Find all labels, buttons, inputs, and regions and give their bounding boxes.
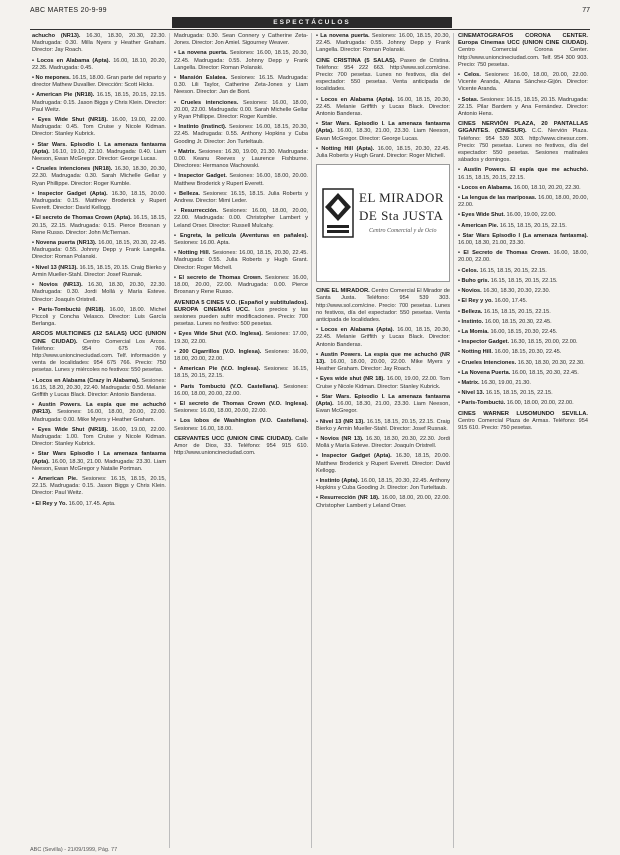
film-title: • Eyes Wide Shut (NR18). [32,117,108,124]
listings-column-1 [32,33,166,853]
film-title: • La novena puerta. [174,50,228,57]
listing-details: 16.30, 18.15, 20.00, 22.00. [510,339,578,346]
film-listing [174,250,308,272]
listing-details: Sesiones: 16.00, 18.15, 20.30, 22.45. Madrugada: 0.55. Johnny Depp y Frank Langella. Director: Roman Polanski. [174,50,308,71]
listings-column-4 [458,33,588,853]
listing-details: Sesiones: 16.15, 18.15, 20.15, 22.15. Madrugada: 0.15. Jason Biggs y Chris Klein. Director: Paul Weitz. [32,475,166,497]
listing-details: Sesiones: 16.00, 18.00, 20.00, 22.00. [174,408,267,415]
listing-details: 16.30, 18.15, 20.00. Matthew Broderick y Rupert Everett. Director: David Kellogg. [316,453,450,474]
film-listing [32,166,166,188]
film-listing [32,75,166,89]
listing-details: 16.00, 18.15, 20.30, 22.45. Melanie Griffith y Lucas Black. Director: Antonio Banderas. [316,96,450,118]
film-title: • Novena puerta (NR13). [32,240,97,247]
film-listing [316,121,450,143]
film-listing [316,495,450,509]
film-title: • Belleza. [174,190,200,197]
listing-details: Sesiones: 16.00. Apta. [174,240,230,247]
listing-details: 16.00, 18.10, 20.20, 22.30. [513,184,581,191]
film-title: • Star Wars. Episodio I. La amenaza fantasma (Apta). [316,121,450,135]
film-listing [316,352,450,374]
listing-details: 16.00, 17.45. Apta. [68,500,116,507]
listing-details: 16.30, 18.30, 20.30, 22.30. Jordi Mollá y María Esteve. Director: Joaquín Oristrell. [316,435,450,450]
listing-details: 16.00, 19.00, 22.00. Madrugada: 0.45. Tom Cruise y Nicole Kidman. Director: Stanley Kubrick. [32,117,166,138]
film-title: • Novios (NR13). [32,282,83,289]
listing-details: Sesiones: 16.00, 18.00, 20.00. Matthew Broderick y Rupert Everett. [174,173,308,187]
listing-details: 16.00, 17.45. [494,298,528,305]
listing-details: Sesiones: 16.00, 18.00, 20.00, 22.00. Madrugada: 0.00. Pierce Brosnan y Rene Russo. [174,274,308,296]
film-title: • Resurrección. [174,208,218,215]
listing-details: 16.15, 18.15, 20.15, 22.15. [479,267,547,274]
listing-details: 16.30, 19.00, 21.30. [481,379,531,386]
film-title: • Crueles intenciones (NR18). [32,166,113,173]
film-listing [174,208,308,230]
film-title: • Notting Hill. [458,349,493,356]
film-title: • Nivel 13 (NR 13). [316,418,365,425]
film-title: • París-Tombuctú. [458,400,506,407]
listing-details: 16.30, 18.30, 20.30, 22.30. Madrugada: 0.30. Sarah Michelle Gellar y Ryan Phillippe. Director: Roger Kumble. [32,166,166,187]
film-listing [458,309,588,316]
film-listing [32,378,166,400]
listing-details: 16.30, 18.30, 20.30, 22.30. Madrugada: 0.30. Milla Nyers y Heather Graham. Director: Jay Roach. [32,33,166,54]
listing-details: Sesiones: 17.00, 19.30, 22.00. [174,331,308,345]
listing-details: Los precios y las sesiones pueden sufrir modificaciones. Precio: 700 pesetas. Lunes no festivo: 500 pesetas. [174,306,308,328]
film-title: • Star Wars. Episodio I. La amenaza fantasma (Apta). [316,393,450,408]
cinema-section [174,300,308,329]
listings-column-2 [174,33,308,853]
listing-details: Sesiones: 16.00, 18.15, 20.30, 22.45. Madrugada: 0.55. Anthony Hopkins y Cuba Gooding Jr. Director: Jon Turteltaub. [174,124,308,145]
issue-date: ABC MARTES 20-9-99 [30,6,107,14]
film-listing [174,233,308,247]
film-title: • Star Wars Episodio I La amenaza fantasma (Apta). [32,451,166,465]
film-listing [458,349,588,356]
film-listing [32,501,166,508]
film-title: • Eyes wide shut (NR 18). [316,376,385,383]
film-title: • 200 Cigarrillos (V.O. Inglesa). [174,348,262,355]
film-title: • Austin Powers. La espía que me achuchó (NR13). [32,402,166,416]
listing-details: 16.00, 18.00, 20.00, 22.00. [506,400,574,407]
listing-details: 16.00, 18.00, 20.00, 22.00. [458,195,588,209]
film-listing [316,419,450,433]
listing-details: 16.00, 18.15, 20.30, 22.45. Anthony Hopkins y Cuba Gooding Jr. Director: Jon Turteltaub. [316,477,450,492]
film-listing [174,173,308,187]
advert-title-line-2: DE Sta JUSTA [359,208,444,224]
page-footer: ABC (Sevilla) - 21/09/1999, Pág. 77 [30,847,118,853]
listing-details: 16.15, 18.15, 20.15, 22.15. Madrugada: 0.15. Jason Biggs y Chris Klein. Director: Paul Weitz. [32,92,166,113]
cinema-name: CINE CRISTINA (5 SALAS). [316,57,397,64]
cinema-name: CINES WARNER LUSOMUNDO SEVILLA. [458,410,588,417]
film-title: • El Rey y Yo. [32,500,68,507]
film-listing [316,453,450,475]
film-listing [458,195,588,209]
film-title: • Crueles intenciones. [174,99,239,106]
listing-details: 16.00, 19.00, 22.00. Tom Cruise y Nicole Kidman. Director: Stanley Kubrick. [316,376,450,390]
listing-details: 16.00, 18.15, 20.30, 22.45. [490,328,558,335]
film-listing [316,33,450,55]
film-title: • Locos en Alabama (Apta). [316,327,395,334]
film-listing [458,278,588,285]
film-title: • Inspector Gadget. [458,339,510,346]
film-listing [458,319,588,326]
listing-details: 16.00, 18.10, 20.20, 22.35. Madrugada: 0.45. [32,57,166,71]
listing-details: 16.00, 18.15, 20.30, 22.45. [484,318,552,325]
listing-details: 16.00, 18.15, 20.30, 22.45. [511,369,579,376]
film-listing [458,390,588,397]
film-listing [458,167,588,181]
film-listing [174,384,308,398]
film-listing [32,476,166,498]
film-title: • Star Wars. Episodio I. La amenaza fantasma (Apta). [32,141,166,155]
film-title: • Matrix. [458,379,480,386]
film-title: • Notting Hill (Apta). [316,145,375,152]
page-number: 77 [582,6,590,14]
film-title: • El secreto de Thomas Crown (V.O. Inglesa). [174,400,308,407]
listing-details: 16.30, 18.30, 20.30, 22.30. [517,359,585,366]
listing-details: Sesiones: 16.00, 18.00. [174,425,233,432]
film-listing [174,401,308,415]
film-title: • Instinto. [458,318,484,325]
film-title: • American Pie (NR18). [32,92,95,99]
film-title: • Instinto (Instinct). [174,124,227,131]
cinema-section [316,58,450,94]
film-listing [32,307,166,329]
listing-details: 16.15, 18.00. Gran parte del reparto y director Mathew Duvallier. Dirección: Scott Hicks. [32,75,166,89]
film-listing [174,366,308,380]
film-title: • El Secreto de Thomas Crown. [458,250,550,257]
film-title: • Locos en Alabama (Crazy in Alabama). [32,377,140,384]
listing-details: Sesiones: 16.00, 18.00, 20.00, 22.00. Madrugada: 0.00. Mike Myers y Heather Graham. [32,409,166,423]
film-title: • Eyes Wide Shut (NR18). [32,426,108,433]
film-listing [458,233,588,247]
film-listing [458,329,588,336]
film-listing [458,298,588,305]
header-rule [30,29,590,30]
film-listing [458,339,588,346]
cinema-name: AVENIDA 5 CINES V.O. (Español y subtitulados). EUROPA CINEMAS UCC. [174,299,308,313]
advert-title-line-1: EL MIRADOR [359,190,445,206]
film-title: achucho (NR13). [32,33,81,39]
film-listing [32,427,166,449]
film-title: • Matrix. [174,148,197,155]
listing-details: 16.15, 18.15, 20.15, 22.15. [483,308,551,315]
film-listing [316,376,450,390]
film-listing [458,212,588,219]
film-title: • Locos en Alabama. [458,184,513,191]
listing-details: Sesiones: 16.15, 18.15, 20.15. Madrugada: 22.15. Pilar Bardem y Ana Fernández. Director: Antonio Hens. [458,96,588,118]
listing-details: Sesiones: 16.00, 18.00, 20.00, 22.00. Madrugada: 0.00. Sarah Michelle Gellar y Ryan Phillippe. Director: Roger Kumble. [174,99,308,121]
listing-details: 16.00, 18.30, 21.00, 23.30. [458,240,525,247]
listing-details: Sesiones: 16.00, 18.15, 20.30, 22.45. Madrugada: 0.55. Julia Roberts y Hugh Grant. Director: Roger Michell. [174,250,308,271]
film-title: • Inspector Gadget (Apta). [316,453,392,460]
cinema-section [32,331,166,374]
film-listing [32,240,166,262]
film-title: • El secreto de Thomas Crown (Apta). [32,215,132,222]
listing-details: 16.00, 18.30, 21.00. Madrugada: 23.30. Liam Neeson, Ewan McGregor y Natalie Portman. [32,458,166,472]
listing-details: Sesiones: 16.15, 18.20, 20.30, 22.40. Madrugada: 0.50. Melanie Griffith y Lucas Black. Director: Antonio Banderas. [32,377,166,398]
listing-details: Centro Comercial Corona Center. http://www.unioncineciudad.com. Telf. 954 300 903. Precio: 750 pesetas. [458,47,588,68]
film-title: • Eyes Wide Shut (V.O. Inglesa). [174,331,263,338]
film-listing [174,331,308,345]
film-listing [32,92,166,114]
listing-details: Calle Amor de Dios, 33. Teléfono: 954 915 610. http://www.unioncineciudad.com. [174,435,308,457]
film-listing [458,268,588,275]
film-title: • Nivel 13 (NR13). [32,264,78,271]
film-listing [458,288,588,295]
film-title: • La Momia. [458,328,489,335]
column-divider [169,33,170,848]
film-listing [316,394,450,416]
film-listing [32,282,166,304]
film-listing [316,327,450,349]
film-title: • Notting Hill. [174,250,211,257]
film-title: • Celos. [458,72,481,79]
listing-details: Sesiones: 16.00, 18.00, 20.00, 22.00. Vicente Aranda, Aitana Sánchez-Gijón. Director: Vicente Aranda. [458,72,588,93]
film-listing [32,402,166,424]
cinema-name: CINEMATÓGRAFOS CORONA CENTER. Europa Cinemas UCC (UNION CINE CIUDAD). [458,33,588,47]
cinema-section [458,411,588,433]
film-title: • Inspector Gadget. [174,173,227,180]
listing-details: 16.30, 18.30, 20.30, 22.30. [483,288,551,295]
listing-details: Centro Comercial Los Arcos. Teléfono: 954 675 766. http://www.unioncineciudad.com. Telf. información y venta de localidades: 954 675 766. Precio: 750 pesetas. Lunes y miércoles no festivos: 550 pesetas. [32,338,166,374]
cinema-section [458,33,588,69]
film-title: • Engreta, la película (Aventuras en pañales). [174,232,308,239]
listing-details: 16.00, 18.00, 20.00, 22.00. Mike Myers y Heather Graham. Director: Jay Roach. [316,359,450,373]
film-listing [174,349,308,363]
film-listing [32,191,166,213]
film-title: • Buho gris. [458,277,490,284]
film-listing [174,191,308,205]
film-listing [458,185,588,192]
film-listing [32,142,166,164]
film-title: • La Novena Puerta. [458,369,511,376]
cinema-section [458,121,588,164]
film-listing [32,265,166,279]
cinema-name: CINE EL MIRADOR. [316,288,370,295]
listings-column-3 [316,33,450,853]
film-listing [174,418,308,432]
listing-details: 16.00, 18.00. Michel Piccoli y Concha Velasco. Director: Luis García Berlanga. [32,306,166,328]
film-title: • París-Tombuctú (NR18). [32,306,105,313]
film-title: • El secreto de Thomas Crown. [174,274,263,281]
listing-details: 16.30, 18.30, 20.30, 22.30. Madrugada: 0.30. Jordi Mollá y María Esteve. Director: Joaquín Oristrell. [32,282,166,303]
listing-details: Centro Comercial Plaza de Armas. Teléfono: 954 915 610. Precio: 750 pesetas. [458,417,588,431]
cinema-name: ARCOS MULTICINES (12 SALAS) UCC (UNION CINE CIUDAD). [32,331,166,345]
listing-details: C.C. Nervión Plaza. Teléfono: 954 539 303. http://www.cinesur.com. Precio: 750 pesetas. Lunes no festivos, día del espectador: 550 pesetas. Sesiones matinales sábados y domingos. [458,128,588,164]
listing-details: 16.15, 18.15, 20.15, 22.15. [485,390,553,397]
listing-details: 16.15, 18.15, 20.15. Craig Bierko y Armin Mueller-Stahl. Director: Josef Rusnak. [32,264,166,278]
cinema-name: CERVANTES UCC (UNION CINE CIUDAD). [174,435,293,442]
listing-details: 16.10, 19.10, 22.10. Madrugada: 0.40. Liam Neeson, Ewan McGregor. Director: George Lucas. [32,148,166,163]
cinema-name: CINES NERVIÓN PLAZA, 20 PANTALLAS GIGANTES. (CINESUR). [458,121,588,135]
listing-details: 16.00, 18.15, 20.30, 22.45. Melanie Griffith y Lucas Black. Director: Antonio Banderas. [316,327,450,348]
film-listing [174,149,308,171]
film-title: • París Tombuctú (V.O. Castellana). [174,383,279,390]
listing-details: Sesiones: 16.00, 18.00, 20.00, 22.00. Madrugada: 0.00. Christopher Lambert y Leland Orser. Director: Russell Mulcahy. [174,208,308,229]
film-title: • Belleza. [458,308,483,315]
film-title: • La lengua de las mariposas. [458,195,537,202]
section-band: ESPECTÁCULOS [172,17,452,28]
listing-details: Sesiones: 16.00, 18.15, 20.30, 22.45. Madrugada: 0.55. Johnny Depp y Frank Langella. Director: Roman Polanski. [316,33,450,54]
film-listing [458,400,588,407]
column-divider [311,33,312,848]
film-listing [458,97,588,119]
film-listing [458,370,588,377]
listing-details: 16.00, 18.30, 21.00, 23.30. Liam Neeson, Ewan McGregor. Director: George Lucas. [316,128,450,142]
listing-details: Sesiones: 16.00, 18.00, 20.00, 22.00. [174,383,308,397]
listing-details: Sesiones: 16.15, 18.15, 20.15, 22.15. [174,366,308,380]
film-title: • Novios. [458,288,482,295]
film-listing [174,50,308,72]
film-listing [316,146,450,160]
film-title: • Locos en Alabama (Apta). [316,96,395,103]
film-title: • Mansión Eslatea. [174,75,228,82]
column-divider [453,33,454,848]
listing-details: 16.00, 19.00, 22.00. Madrugada: 1.00. Tom Cruise y Nicole Kidman. Director: Stanley Kubrick. [32,426,166,448]
film-title: • Crueles Intenciones. [458,359,517,366]
film-title: • Instinto (Apta). [316,477,360,484]
film-listing [174,33,308,47]
listing-details: 16.15, 18.15, 20.15, 22.15. [499,222,567,229]
film-listing [316,436,450,450]
film-listing [174,124,308,146]
page-header [30,4,590,16]
film-listing [458,223,588,230]
film-title: • Austin Powers. El espía que me achuchó. [458,167,588,174]
listing-details: Sesiones: 16.00, 18.00, 20.00, 22.00. [174,348,308,362]
film-title: • American Pie. [32,475,78,482]
film-listing [316,478,450,492]
listing-details: Sesiones: 16.30, 19.00, 21.30. Madrugada: 0.00. Keanu Reeves y Laurence Fishburne. Directores: Hermanos Wachowski. [174,148,308,170]
listing-details: Madrugada: 0.30. Sean Connery y Catherine Zeta-Jones. Director: Jon Amiel. Sigourney Weaver. [174,33,308,47]
listing-details: Paseo de Cristina. Teléfono: 954 222 663. http://www.sol.com/cine. Precio: 700 pesetas. Lunes no festivos, día del espectador: 550 pesetas. Venta anticipada de localidades. [316,57,450,93]
listing-details: 16.00, 18.15, 20.30, 22.45. [494,349,562,356]
listing-details: 16.15, 18.15, 20.15, 22.15. [490,277,558,284]
cinema-section [174,436,308,458]
el-mirador-logo [321,185,355,241]
listing-details: 16.15, 18.15, 20.15, 22.15. [458,174,525,181]
listing-details: Centro Comercial El Mirador de Santa Justa. Teléfono: 954 539 303. http://www.sol.com/cine. Precio: 700 pesetas. Lunes no festivos, día del espectador: 550 pesetas. Venta anticipada de localidades. [316,288,450,324]
film-listing [316,97,450,119]
film-title: • Locos en Alabama (Apta). [32,57,111,64]
listing-details: Sesiones: 16.15, 18.15. Julia Roberts y Andrew. Director: Mimi Leder. [174,190,308,205]
listing-details: 16.30, 18.15, 20.00. Madrugada: 0.15. Matthew Broderick y Rupert Everett. Director: David Kellogg. [32,190,166,212]
film-title: • Star Wars Episodio I (La amenaza fantasma). [458,232,588,239]
film-title: • Los lobos de Washington (V.O. Castellana). [174,418,308,425]
film-title: • Novios (NR 13). [316,435,364,442]
listing-details: 16.00, 18.00, 20.00, 22.00. [458,250,588,264]
film-listing [32,117,166,139]
listing-details: Sesiones: 16.15. Madrugada: 0.30. Lili Taylor, Catherine Zeta-Jones y Liam Neeson. Director: Jan de Bont. [174,75,308,96]
film-title: • Resurrección (NR 18). [316,495,380,502]
listing-details: 16.00, 18.30, 21.00, 23.30. Liam Neeson, Ewan McGregor. [316,401,450,415]
film-title: • Inspector Gadget (Apta). [32,190,108,197]
film-title: • American Pie. [458,222,499,229]
film-listing [32,215,166,237]
listing-details: 16.00, 19.00, 22.00. [506,212,557,219]
listing-details: 16.00, 18.15, 20.30, 22.45. Julia Roberts y Hugh Grant. Director: Roger Michell. [316,145,450,160]
listing-details: 16.00, 18.15, 20.30, 22.45. Madrugada: 0.55. Johnny Depp y Frank Langella. Director: Roman Polanski. [32,240,166,261]
film-title: • El Rey y yo. [458,298,493,305]
film-title: • Celos. [458,267,479,274]
film-listing [174,100,308,122]
film-listing [174,75,308,97]
advert-subtitle: Centro Comercial y de Ocio [369,228,437,235]
film-title: • Sotas. [458,96,479,103]
listing-details: 16.15, 18.15, 20.15, 22.15. Craig Bierko y Armin Mueller-Stahl. Director: Josef Rusnak. [316,418,450,432]
film-title: • Eyes Wide Shut. [458,212,505,219]
film-title: • No mepones. [32,75,71,82]
listing-details: 16.15, 18.15, 20.15, 22.15. Madrugada: 0.15. Pierce Brosnan y Rene Russo. Director: John McTiernan. [32,215,166,236]
cinema-section [316,288,450,324]
film-title: • American Pie (V.O. Inglesa). [174,366,261,373]
film-listing [458,250,588,264]
el-mirador-advert [316,164,450,282]
film-listing [32,451,166,473]
film-listing [32,58,166,72]
film-listing [174,275,308,297]
film-listing [32,33,166,55]
film-listing [458,380,588,387]
listing-details: 16.00, 18.00, 20.00, 22.00. Christopher Lambert y Leland Orser. [316,495,450,509]
film-listing [458,72,588,94]
film-listing [458,360,588,367]
film-title: • Nivel 13. [458,390,485,397]
film-title: • La novena puerta. [316,33,370,39]
film-title: • Austin Powers. La espía que me achuchó (NR 13). [316,351,450,366]
